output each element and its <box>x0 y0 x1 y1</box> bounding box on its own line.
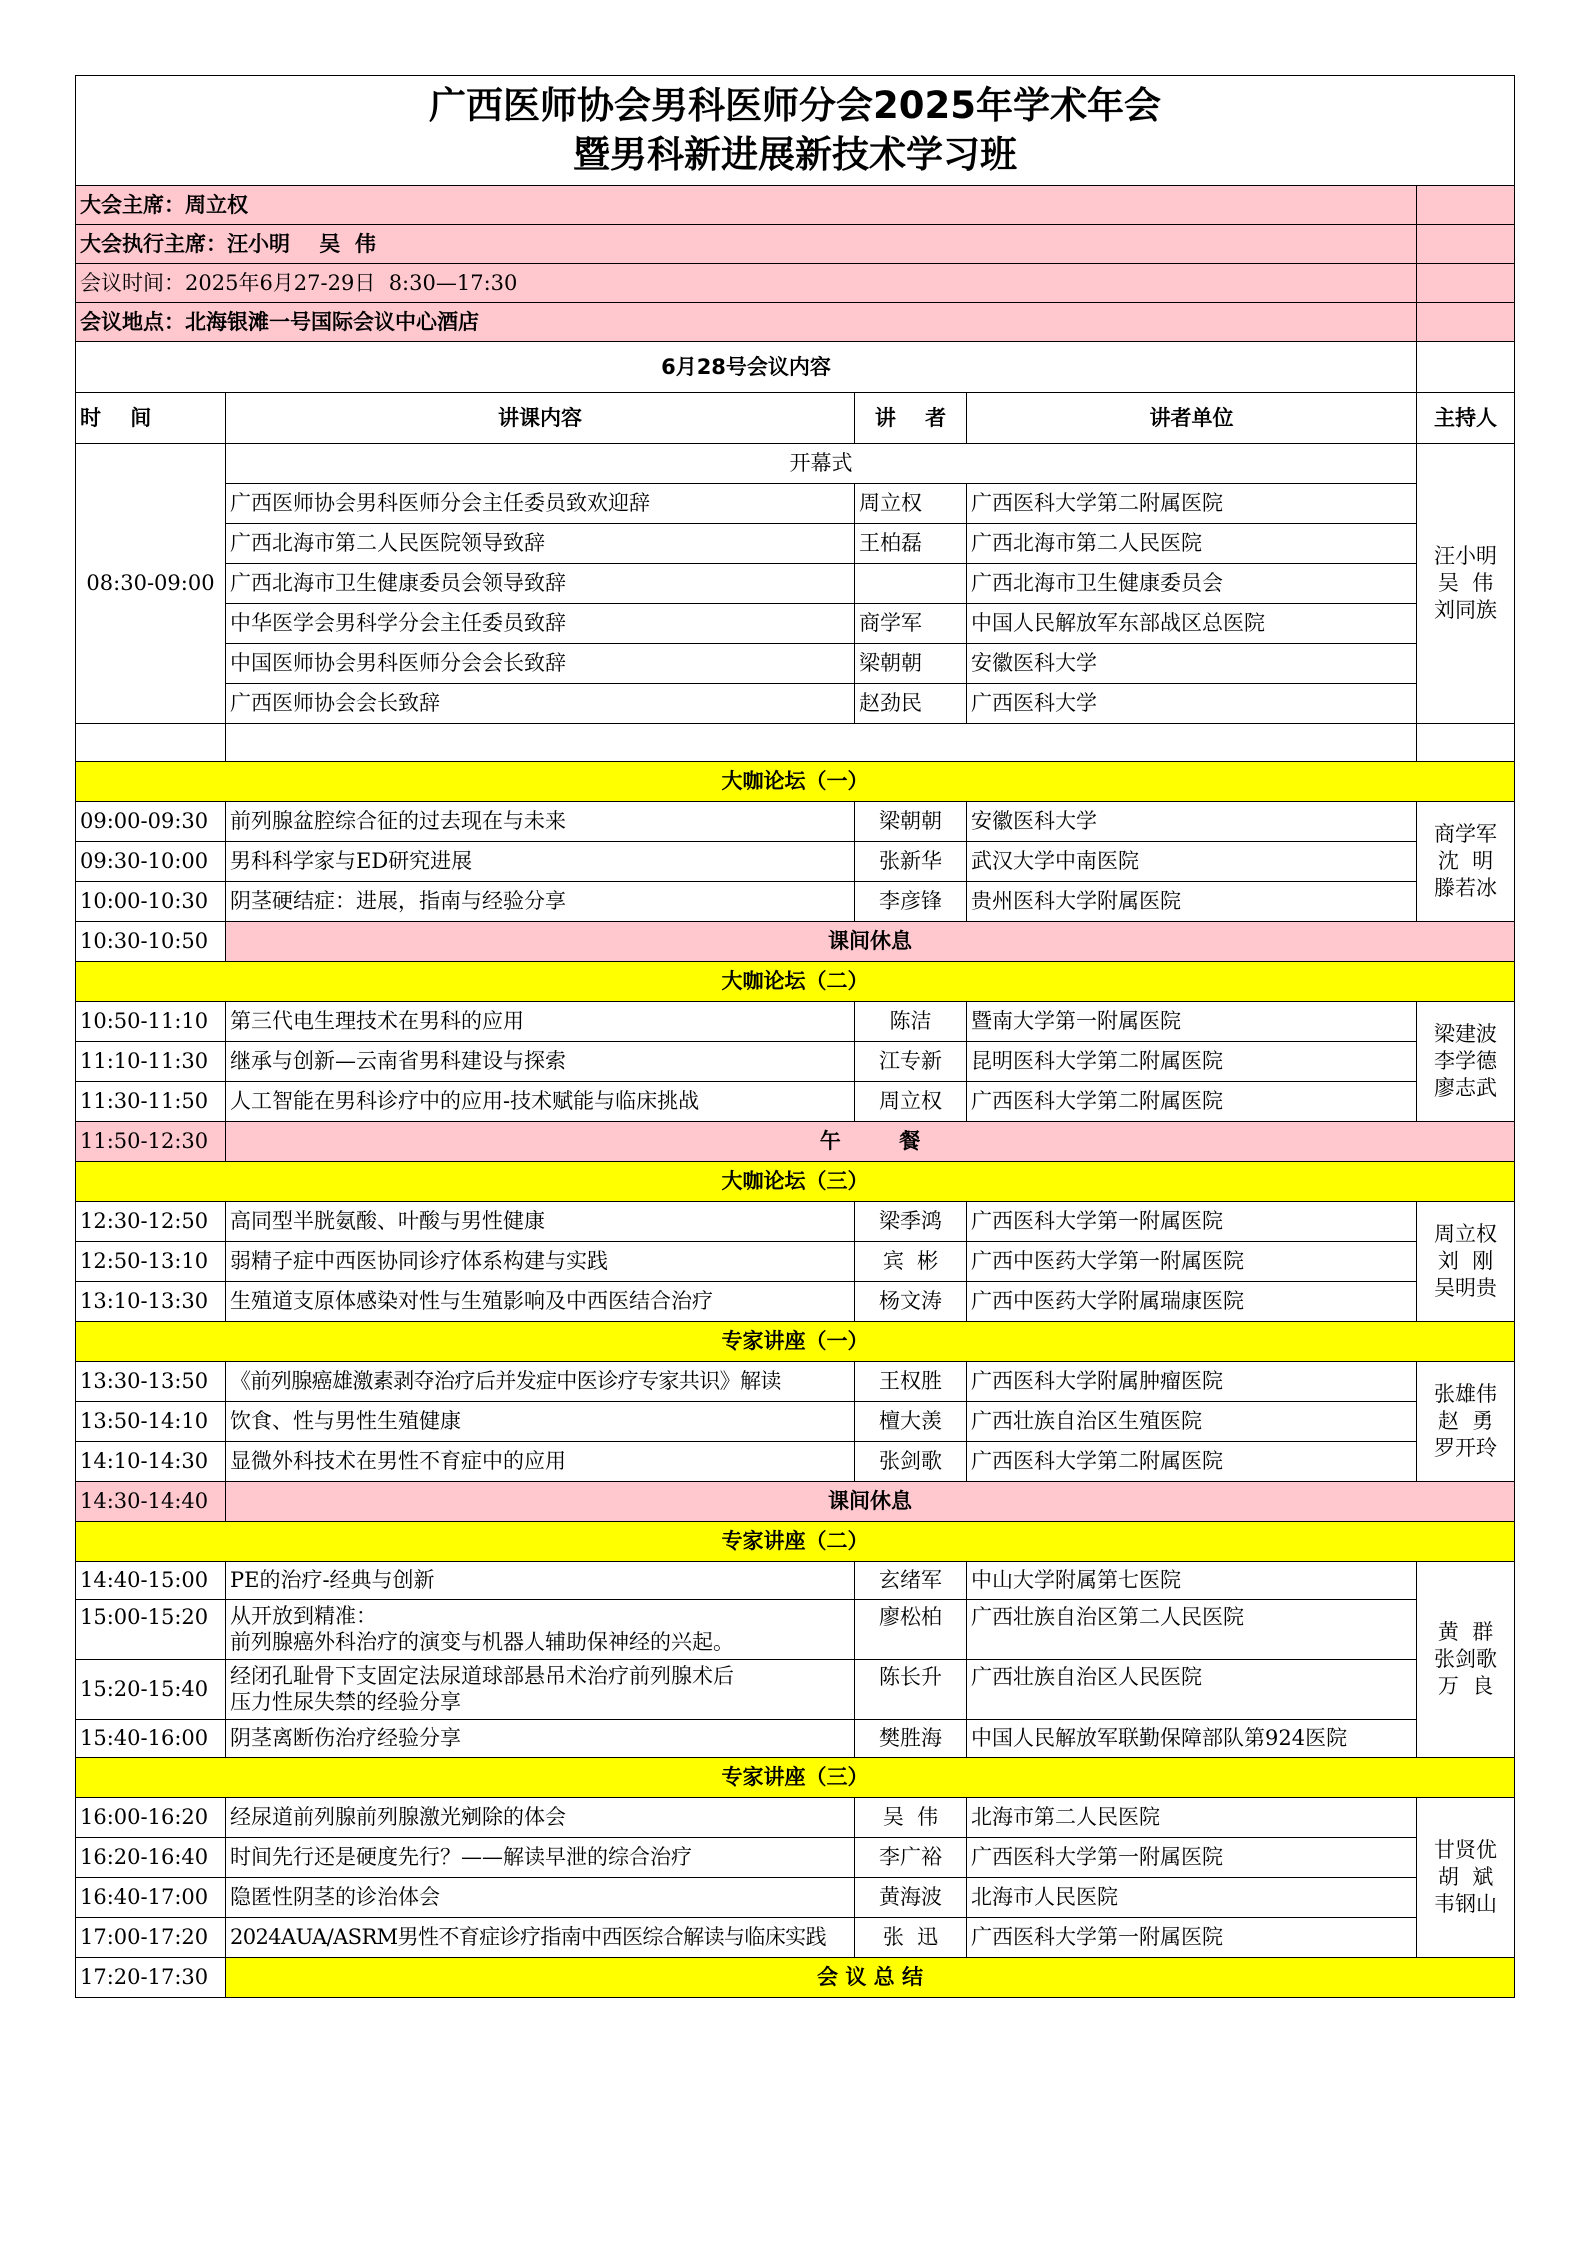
talk-unit: 北海市第二人民医院 <box>967 1798 1417 1838</box>
talk-content: 饮食、性与男性生殖健康 <box>226 1402 855 1442</box>
lunch-time: 11:50-12:30 <box>76 1122 226 1162</box>
talk-content: 阴茎离断伤治疗经验分享 <box>226 1720 855 1758</box>
section-hosts: 黄 群 张剑歌 万 良 <box>1417 1562 1515 1758</box>
talk-content: 第三代电生理技术在男科的应用 <box>226 1002 855 1042</box>
talk-speaker: 宾 彬 <box>855 1242 967 1282</box>
break-label: 课间休息 <box>226 1482 1515 1522</box>
talk-speaker: 李广裕 <box>855 1838 967 1878</box>
talk-content: 阴茎硬结症：进展，指南与经验分享 <box>226 882 855 922</box>
table-row <box>76 524 1515 564</box>
page-title <box>76 76 1515 186</box>
talk-content: 生殖道支原体感染对性与生殖影响及中西医结合治疗 <box>226 1282 855 1322</box>
talk-unit: 北海市人民医院 <box>967 1878 1417 1918</box>
section-heading: 专家讲座（一） <box>76 1322 1515 1362</box>
talk-time: 15:00-15:20 <box>76 1600 226 1660</box>
chair-info: 大会主席：周立权 <box>76 186 1417 225</box>
table-row <box>76 1838 1515 1878</box>
opening-label: 开幕式 <box>226 444 1417 484</box>
section-heading: 大咖论坛（一） <box>76 762 1515 802</box>
opening-hosts: 汪小明 吴 伟 刘同族 <box>1417 444 1515 724</box>
talk-unit: 广西医科大学第二附属医院 <box>967 1442 1417 1482</box>
header-time: 时 间 <box>76 393 226 444</box>
section-hosts: 商学军 沈 明 滕若冰 <box>1417 802 1515 922</box>
section-hosts: 甘贤优 胡 斌 韦钢山 <box>1417 1798 1515 1958</box>
talk-content: 经尿道前列腺前列腺激光剜除的体会 <box>226 1798 855 1838</box>
summary-time: 17:20-17:30 <box>76 1958 226 1998</box>
talk-time: 13:30-13:50 <box>76 1362 226 1402</box>
talk-time: 13:10-13:30 <box>76 1282 226 1322</box>
talk-unit: 广西医科大学第一附属医院 <box>967 1838 1417 1878</box>
talk-time: 13:50-14:10 <box>76 1402 226 1442</box>
table-row <box>76 1282 1515 1322</box>
talk-unit: 广西医科大学第二附属医院 <box>967 1082 1417 1122</box>
header-speaker: 讲 者 <box>855 393 967 444</box>
talk-content: 广西医师协会会长致辞 <box>226 684 855 724</box>
talk-speaker: 张剑歌 <box>855 1442 967 1482</box>
talk-content: 2024AUA/ASRM男性不育症诊疗指南中西医综合解读与临床实践 <box>226 1918 855 1958</box>
table-row <box>76 882 1515 922</box>
talk-speaker: 周立权 <box>855 484 967 524</box>
talk-speaker: 李彦锋 <box>855 882 967 922</box>
talk-content: 男科科学家与ED研究进展 <box>226 842 855 882</box>
table-row <box>76 1562 1515 1600</box>
talk-speaker: 陈洁 <box>855 1002 967 1042</box>
talk-unit: 广西壮族自治区第二人民医院 <box>967 1600 1417 1660</box>
talk-content: 时间先行还是硬度先行？——解读早泄的综合治疗 <box>226 1838 855 1878</box>
talk-time: 09:00-09:30 <box>76 802 226 842</box>
header-host: 主持人 <box>1417 393 1515 444</box>
talk-speaker: 陈长升 <box>855 1660 967 1720</box>
talk-unit: 广西壮族自治区人民医院 <box>967 1660 1417 1720</box>
talk-time: 12:50-13:10 <box>76 1242 226 1282</box>
talk-time: 09:30-10:00 <box>76 842 226 882</box>
talk-unit: 安徽医科大学 <box>967 644 1417 684</box>
talk-time: 14:10-14:30 <box>76 1442 226 1482</box>
talk-speaker: 玄绪军 <box>855 1562 967 1600</box>
talk-time: 15:20-15:40 <box>76 1660 226 1720</box>
table-row <box>76 1798 1515 1838</box>
break-time: 10:30-10:50 <box>76 922 226 962</box>
table-row <box>76 1878 1515 1918</box>
talk-speaker: 江专新 <box>855 1042 967 1082</box>
header-row <box>76 393 1515 444</box>
talk-content: 高同型半胱氨酸、叶酸与男性健康 <box>226 1202 855 1242</box>
talk-unit: 广西医科大学 <box>967 684 1417 724</box>
talk-content: 广西北海市第二人民医院领导致辞 <box>226 524 855 564</box>
table-row <box>76 1002 1515 1042</box>
talk-time: 15:40-16:00 <box>76 1720 226 1758</box>
header-unit: 讲者单位 <box>967 393 1417 444</box>
section-hosts: 梁建波 李学德 廖志武 <box>1417 1002 1515 1122</box>
talk-unit: 广西北海市卫生健康委员会 <box>967 564 1417 604</box>
talk-unit: 广西中医药大学第一附属医院 <box>967 1242 1417 1282</box>
talk-content: 人工智能在男科诊疗中的应用-技术赋能与临床挑战 <box>226 1082 855 1122</box>
talk-unit: 中山大学附属第七医院 <box>967 1562 1417 1600</box>
table-row <box>76 1202 1515 1242</box>
talk-time: 16:20-16:40 <box>76 1838 226 1878</box>
table-row <box>76 1918 1515 1958</box>
talk-unit: 广西壮族自治区生殖医院 <box>967 1402 1417 1442</box>
talk-time: 11:30-11:50 <box>76 1082 226 1122</box>
talk-speaker: 王柏磊 <box>855 524 967 564</box>
talk-speaker <box>855 564 967 604</box>
talk-unit: 中国人民解放军东部战区总医院 <box>967 604 1417 644</box>
talk-content: 继承与创新—云南省男科建设与探索 <box>226 1042 855 1082</box>
table-row <box>76 1242 1515 1282</box>
talk-speaker: 赵劲民 <box>855 684 967 724</box>
talk-speaker: 廖松柏 <box>855 1600 967 1660</box>
talk-unit: 广西医科大学第一附属医院 <box>967 1202 1417 1242</box>
section-hosts: 周立权 刘 刚 吴明贵 <box>1417 1202 1515 1322</box>
exec-chair-info: 大会执行主席：汪小明 吴 伟 <box>76 225 1417 264</box>
title-line-2: 暨男科新进展新技术学习班 <box>573 132 1018 176</box>
talk-unit: 安徽医科大学 <box>967 802 1417 842</box>
table-row <box>76 1720 1515 1758</box>
talk-content: 中华医学会男科学分会主任委员致辞 <box>226 604 855 644</box>
table-row <box>76 1660 1515 1720</box>
talk-speaker: 张新华 <box>855 842 967 882</box>
talk-content: PE的治疗-经典与创新 <box>226 1562 855 1600</box>
talk-speaker: 王权胜 <box>855 1362 967 1402</box>
talk-content: 经闭孔耻骨下支固定法尿道球部悬吊术治疗前列腺术后 压力性尿失禁的经验分享 <box>226 1660 855 1720</box>
schedule-table <box>75 75 1515 1998</box>
talk-time: 10:00-10:30 <box>76 882 226 922</box>
talk-content: 前列腺盆腔综合征的过去现在与未来 <box>226 802 855 842</box>
talk-unit: 武汉大学中南医院 <box>967 842 1417 882</box>
talk-content: 从开放到精准： 前列腺癌外科治疗的演变与机器人辅助保神经的兴起。 <box>226 1600 855 1660</box>
table-row <box>76 1082 1515 1122</box>
talk-time: 16:00-16:20 <box>76 1798 226 1838</box>
table-row <box>76 802 1515 842</box>
lunch-label: 午 餐 <box>226 1122 1515 1162</box>
venue-info: 会议地点：北海银滩一号国际会议中心酒店 <box>76 303 1417 342</box>
time-info: 会议时间：2025年6月27-29日 8:30—17:30 <box>76 264 1417 303</box>
table-row <box>76 1442 1515 1482</box>
talk-unit: 广西医科大学附属肿瘤医院 <box>967 1362 1417 1402</box>
talk-unit: 广西北海市第二人民医院 <box>967 524 1417 564</box>
talk-unit: 广西医科大学第二附属医院 <box>967 484 1417 524</box>
summary-label: 会 议 总 结 <box>226 1958 1515 1998</box>
talk-speaker: 梁朝朝 <box>855 644 967 684</box>
section-heading: 大咖论坛（三） <box>76 1162 1515 1202</box>
talk-speaker: 商学军 <box>855 604 967 644</box>
table-row <box>76 1042 1515 1082</box>
talk-content: 显微外科技术在男性不育症中的应用 <box>226 1442 855 1482</box>
talk-speaker: 吴 伟 <box>855 1798 967 1838</box>
table-row <box>76 1600 1515 1660</box>
talk-time: 16:40-17:00 <box>76 1878 226 1918</box>
talk-speaker: 樊胜海 <box>855 1720 967 1758</box>
talk-speaker: 黄海波 <box>855 1878 967 1918</box>
break-label: 课间休息 <box>226 922 1515 962</box>
title-line-1: 广西医师协会男科医师分会2025年学术年会 <box>429 84 1162 128</box>
talk-unit: 暨南大学第一附属医院 <box>967 1002 1417 1042</box>
talk-speaker: 檀大羡 <box>855 1402 967 1442</box>
table-row <box>76 564 1515 604</box>
talk-speaker: 梁朝朝 <box>855 802 967 842</box>
talk-speaker: 杨文涛 <box>855 1282 967 1322</box>
section-heading: 专家讲座（二） <box>76 1522 1515 1562</box>
talk-content: 弱精子症中西医协同诊疗体系构建与实践 <box>226 1242 855 1282</box>
section-hosts: 张雄伟 赵 勇 罗开玲 <box>1417 1362 1515 1482</box>
talk-content: 《前列腺癌雄激素剥夺治疗后并发症中医诊疗专家共识》解读 <box>226 1362 855 1402</box>
day-heading: 6月28号会议内容 <box>76 342 1417 393</box>
talk-content: 隐匿性阴茎的诊治体会 <box>226 1878 855 1918</box>
table-row <box>76 842 1515 882</box>
header-content: 讲课内容 <box>226 393 855 444</box>
talk-time: 12:30-12:50 <box>76 1202 226 1242</box>
table-row <box>76 484 1515 524</box>
talk-time: 11:10-11:30 <box>76 1042 226 1082</box>
table-row <box>76 1362 1515 1402</box>
talk-speaker: 周立权 <box>855 1082 967 1122</box>
table-row <box>76 604 1515 644</box>
talk-content: 中国医师协会男科医师分会会长致辞 <box>226 644 855 684</box>
break-time: 14:30-14:40 <box>76 1482 226 1522</box>
talk-unit: 广西医科大学第一附属医院 <box>967 1918 1417 1958</box>
talk-speaker: 张 迅 <box>855 1918 967 1958</box>
talk-content: 广西医师协会男科医师分会主任委员致欢迎辞 <box>226 484 855 524</box>
table-row <box>76 1402 1515 1442</box>
empty-row <box>76 724 1515 762</box>
talk-time: 14:40-15:00 <box>76 1562 226 1600</box>
opening-time: 08:30-09:00 <box>76 444 226 724</box>
section-heading: 大咖论坛（二） <box>76 962 1515 1002</box>
talk-time: 10:50-11:10 <box>76 1002 226 1042</box>
talk-unit: 贵州医科大学附属医院 <box>967 882 1417 922</box>
talk-unit: 中国人民解放军联勤保障部队第924医院 <box>967 1720 1417 1758</box>
talk-unit: 昆明医科大学第二附属医院 <box>967 1042 1417 1082</box>
talk-content: 广西北海市卫生健康委员会领导致辞 <box>226 564 855 604</box>
table-row <box>76 684 1515 724</box>
talk-speaker: 梁季鸿 <box>855 1202 967 1242</box>
talk-unit: 广西中医药大学附属瑞康医院 <box>967 1282 1417 1322</box>
section-heading: 专家讲座（三） <box>76 1758 1515 1798</box>
table-row <box>76 644 1515 684</box>
talk-time: 17:00-17:20 <box>76 1918 226 1958</box>
